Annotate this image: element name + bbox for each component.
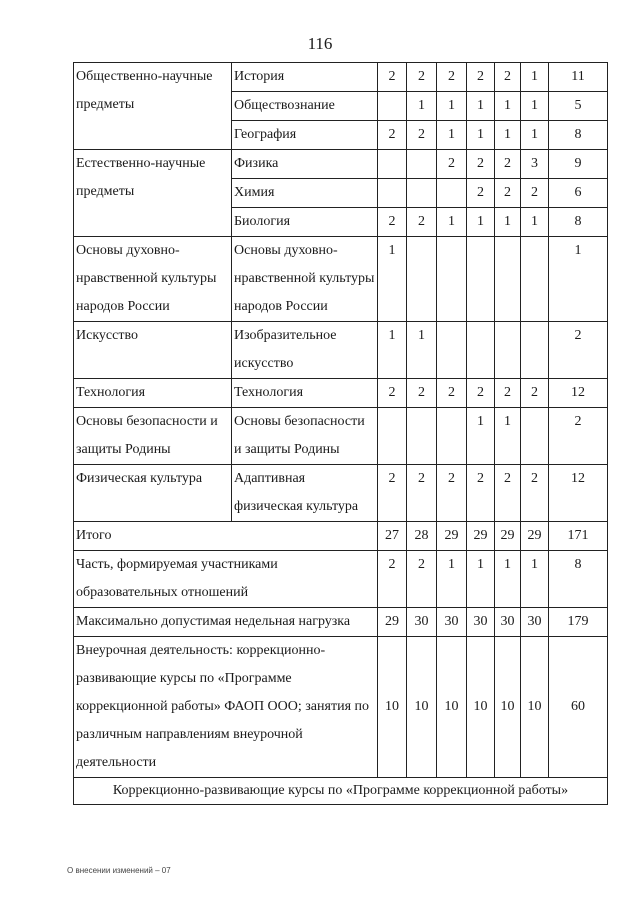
hours-cell: 2 (467, 465, 495, 522)
hours-cell: 10 (378, 637, 407, 778)
hours-cell: 30 (495, 608, 521, 637)
subject-cell: История (232, 63, 378, 92)
hours-cell: 1 (495, 208, 521, 237)
hours-cell: 2 (467, 63, 495, 92)
hours-cell: 2 (378, 465, 407, 522)
subject-cell: Основы духовно-нравственной культуры народов России (232, 237, 378, 322)
hours-cell: 1 (521, 551, 549, 608)
total-cell: 12 (549, 379, 608, 408)
total-cell: 6 (549, 179, 608, 208)
hours-cell: 2 (407, 379, 437, 408)
hours-cell: 2 (437, 379, 467, 408)
subject-cell: Технология (232, 379, 378, 408)
hours-cell: 29 (521, 522, 549, 551)
subject-cell: Физика (232, 150, 378, 179)
hours-cell (521, 322, 549, 379)
hours-cell (437, 179, 467, 208)
summary-label: Часть, формируемая участниками образовательных отношений (74, 551, 378, 608)
hours-cell: 29 (495, 522, 521, 551)
hours-cell: 1 (521, 63, 549, 92)
hours-cell (437, 322, 467, 379)
total-cell: 1 (549, 237, 608, 322)
footer-note: О внесении изменений – 07 (67, 866, 171, 875)
total-cell: 171 (549, 522, 608, 551)
hours-cell: 2 (495, 379, 521, 408)
hours-cell: 1 (437, 121, 467, 150)
table-row (74, 322, 608, 379)
subject-cell: Изобразительное искусство (232, 322, 378, 379)
hours-cell: 1 (437, 92, 467, 121)
hours-cell: 30 (437, 608, 467, 637)
hours-cell: 1 (437, 551, 467, 608)
total-cell: 2 (549, 408, 608, 465)
hours-cell: 2 (495, 465, 521, 522)
hours-cell (495, 322, 521, 379)
hours-cell: 2 (521, 379, 549, 408)
subject-area-cell: Основы духовно-нравственной культуры народов России (74, 237, 232, 322)
hours-cell: 1 (495, 92, 521, 121)
hours-cell: 10 (407, 637, 437, 778)
subject-area-cell: Физическая культура (74, 465, 232, 522)
hours-cell (521, 408, 549, 465)
hours-cell: 2 (521, 465, 549, 522)
hours-cell (437, 408, 467, 465)
summary-label: Итого (74, 522, 378, 551)
hours-cell: 1 (495, 121, 521, 150)
hours-cell: 1 (521, 92, 549, 121)
hours-cell (467, 237, 495, 322)
table-row (74, 465, 608, 522)
hours-cell: 3 (521, 150, 549, 179)
subject-area-cell: Общественно-научные предметы (74, 63, 232, 150)
hours-cell: 1 (521, 208, 549, 237)
hours-cell: 2 (467, 150, 495, 179)
hours-cell (407, 237, 437, 322)
hours-cell: 1 (467, 408, 495, 465)
hours-cell: 1 (521, 121, 549, 150)
itogo-row (74, 522, 608, 551)
hours-cell: 2 (495, 179, 521, 208)
hours-cell (378, 150, 407, 179)
hours-cell (378, 408, 407, 465)
total-cell: 2 (549, 322, 608, 379)
hours-cell: 2 (495, 63, 521, 92)
hours-cell: 1 (378, 322, 407, 379)
hours-cell: 28 (407, 522, 437, 551)
summary-label: Внеурочная деятельность: коррекционно-развивающие курсы по «Программе коррекционной работы» ФАОП ООО; занятия по различным направлениям внеурочной деятельности (74, 637, 378, 778)
curriculum-table (73, 62, 608, 805)
total-cell: 8 (549, 551, 608, 608)
hours-cell: 10 (495, 637, 521, 778)
hours-cell: 1 (378, 237, 407, 322)
table-row (74, 379, 608, 408)
subject-cell: Химия (232, 179, 378, 208)
hours-cell: 2 (437, 63, 467, 92)
hours-cell: 27 (378, 522, 407, 551)
hours-cell: 2 (521, 179, 549, 208)
total-cell: 8 (549, 208, 608, 237)
subject-area-cell: Естественно-научные предметы (74, 150, 232, 237)
hours-cell: 1 (495, 408, 521, 465)
subject-area-cell: Искусство (74, 322, 232, 379)
section-heading: Коррекционно-развивающие курсы по «Программе коррекционной работы» (74, 778, 608, 805)
hours-cell (407, 179, 437, 208)
subject-area-cell: Основы безопасности и защиты Родины (74, 408, 232, 465)
subject-area-cell: Технология (74, 379, 232, 408)
subject-cell: Основы безопасности и защиты Родины (232, 408, 378, 465)
hours-cell: 29 (437, 522, 467, 551)
table-row (74, 150, 608, 179)
summary-label: Максимально допустимая недельная нагрузка (74, 608, 378, 637)
hours-cell: 2 (437, 150, 467, 179)
hours-cell: 2 (407, 63, 437, 92)
hours-cell (495, 237, 521, 322)
table-row (74, 63, 608, 92)
hours-cell: 2 (467, 379, 495, 408)
max-load-row (74, 608, 608, 637)
hours-cell: 1 (467, 551, 495, 608)
hours-cell: 10 (521, 637, 549, 778)
hours-cell: 1 (407, 92, 437, 121)
hours-cell: 2 (378, 63, 407, 92)
part-formed-row (74, 551, 608, 608)
hours-cell: 2 (407, 465, 437, 522)
hours-cell (407, 408, 437, 465)
hours-cell: 1 (437, 208, 467, 237)
extracurricular-row (74, 637, 608, 778)
hours-cell: 1 (407, 322, 437, 379)
subject-cell: Обществознание (232, 92, 378, 121)
hours-cell: 1 (467, 208, 495, 237)
hours-cell (378, 92, 407, 121)
total-cell: 9 (549, 150, 608, 179)
hours-cell: 30 (407, 608, 437, 637)
hours-cell: 30 (467, 608, 495, 637)
hours-cell: 29 (467, 522, 495, 551)
hours-cell: 1 (467, 121, 495, 150)
total-cell: 11 (549, 63, 608, 92)
total-cell: 179 (549, 608, 608, 637)
hours-cell (521, 237, 549, 322)
hours-cell (407, 150, 437, 179)
total-cell: 60 (549, 637, 608, 778)
section-heading-row (74, 778, 608, 805)
hours-cell: 2 (378, 379, 407, 408)
hours-cell: 10 (437, 637, 467, 778)
hours-cell: 2 (378, 121, 407, 150)
table-row (74, 237, 608, 322)
hours-cell: 2 (467, 179, 495, 208)
hours-cell: 1 (495, 551, 521, 608)
subject-cell: География (232, 121, 378, 150)
total-cell: 12 (549, 465, 608, 522)
hours-cell: 1 (467, 92, 495, 121)
hours-cell: 2 (407, 208, 437, 237)
subject-cell: Адаптивная физическая культура (232, 465, 378, 522)
hours-cell: 2 (407, 121, 437, 150)
hours-cell: 2 (378, 551, 407, 608)
hours-cell: 2 (495, 150, 521, 179)
hours-cell: 10 (467, 637, 495, 778)
page-number: 116 (307, 34, 333, 53)
hours-cell (378, 179, 407, 208)
hours-cell: 29 (378, 608, 407, 637)
subject-cell: Биология (232, 208, 378, 237)
hours-cell: 2 (407, 551, 437, 608)
hours-cell (467, 322, 495, 379)
total-cell: 5 (549, 92, 608, 121)
table-row (74, 408, 608, 465)
hours-cell: 2 (378, 208, 407, 237)
hours-cell (437, 237, 467, 322)
hours-cell: 30 (521, 608, 549, 637)
hours-cell: 2 (437, 465, 467, 522)
total-cell: 8 (549, 121, 608, 150)
